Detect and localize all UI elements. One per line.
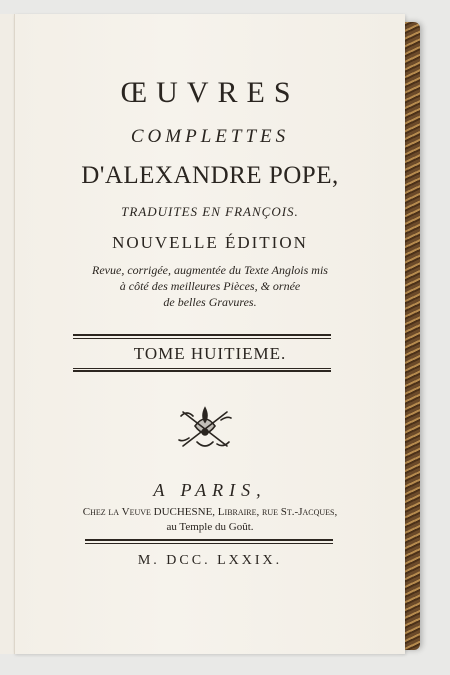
- imprint-place: A PARIS,: [153, 480, 267, 500]
- title-author: D'ALEXANDRE POPE,: [81, 162, 339, 189]
- title-oeuvres: ŒUVRES: [120, 76, 300, 109]
- title-completes: COMPLETTES: [130, 126, 290, 147]
- edition-description-line-2: à côté des meilleures Pièces, & ornée: [119, 279, 301, 293]
- rule-imprint-thick: [85, 539, 333, 541]
- edition-description-line-3: de belles Gravures.: [163, 295, 257, 309]
- title-page: [14, 14, 405, 654]
- edition-description-line-1: Revue, corrigée, augmentée du Texte Anglois mis: [92, 263, 328, 277]
- trophy-vignette-icon: [175, 402, 235, 454]
- rule-bottom-thin: [73, 368, 331, 369]
- imprint-publisher: Chez la Veuve DUCHESNE, Libraire, rue St.-Jacques,: [82, 506, 338, 518]
- rule-bottom-thick: [73, 370, 331, 372]
- rule-imprint-thin: [85, 543, 333, 544]
- edition-heading: NOUVELLE ÉDITION: [112, 233, 308, 252]
- translated-note: TRADUITES EN FRANÇOIS.: [121, 204, 299, 219]
- rule-top-thick: [73, 334, 331, 336]
- imprint-publisher-address: au Temple du Goût.: [166, 521, 254, 533]
- imprint-date: M. DCC. LXXIX.: [137, 553, 283, 568]
- volume-label: TOME HUITIEME.: [133, 344, 287, 363]
- rule-top-thin: [73, 338, 331, 339]
